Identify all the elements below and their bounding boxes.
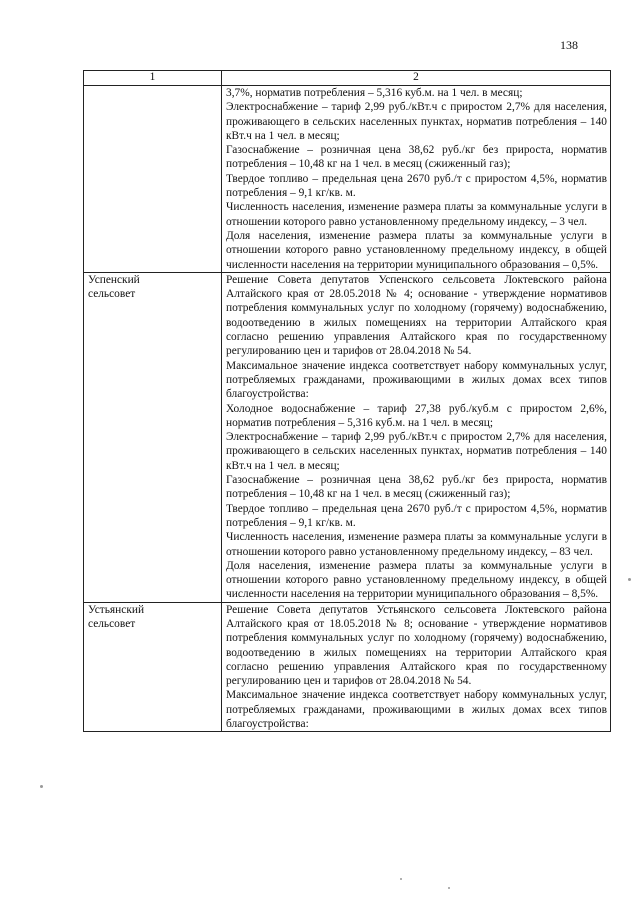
municipality-name-line: сельсовет [88,288,136,301]
column-header-2: 2 [222,71,611,86]
paragraph: Твердое топливо – предельная цена 2670 руб./т с приростом 4,5%, норматив потребления – 9,1 кг/кв. м. [226,502,607,529]
municipality-cell [84,86,222,273]
description-cell [222,272,611,602]
paragraph: Решение Совета депутатов Успенского сельсовета Локтевского района Алтайского края от 28.05.2018 № 4; основание - утверждение нормативов потребления коммунальных услуг по холодному (горячему) водоснабжению, водоотведению в жилых помещениях на территории Алтайского края согласно решению управления Алтайского края по государственному регулированию цен и тарифов от 28.04.2018 № 54. [226,273,607,358]
scan-speck [40,785,43,788]
municipality-name-line: Устьянский [88,603,145,616]
paragraph: Газоснабжение – розничная цена 38,62 руб./кг без прироста, норматив потребления – 10,48 кг на 1 чел. в месяц (сжиженный газ); [226,144,607,171]
paragraph: Газоснабжение – розничная цена 38,62 руб./кг без прироста, норматив потребления – 10,48 кг на 1 чел. в месяц (сжиженный газ); [226,474,607,501]
table-row [84,272,611,602]
paragraph: Численность населения, изменение размера платы за коммунальные услуги в отношении которого равно установленному предельному индексу, – 3 чел. [226,201,607,228]
description-cell [222,86,611,273]
municipality-name-line: Успенский [88,273,140,286]
municipality-cell [84,602,222,732]
table-row [84,86,611,273]
paragraph: Холодное водоснабжение – тариф 27,38 руб./куб.м с приростом 2,6%, норматив потребления – 5,316 куб.м. на 1 чел. в месяц; [226,402,607,429]
description-cell [222,602,611,732]
paragraph: Максимальное значение индекса соответствует набору коммунальных услуг, потребляемых гражданами, проживающими в жилых домах всех типов благоустройства: [226,359,607,401]
tariff-table [83,70,611,732]
paragraph: Численность населения, изменение размера платы за коммунальные услуги в отношении которого равно установленному предельному индексу, – 83 чел. [226,531,607,558]
column-header-1: 1 [84,71,222,86]
scan-speck [448,887,450,889]
scan-speck [400,878,402,880]
table-row [84,602,611,732]
paragraph: Решение Совета депутатов Устьянского сельсовета Локтевского района Алтайского края от 18.05.2018 № 8; основание - утверждение нормативов потребления коммунальных услуг по холодному (горячему) водоснабжению, водоотведению в жилых помещениях на территории Алтайского края согласно решению управления Алтайского края по государственному регулированию цен и тарифов от 28.04.2018 № 54. [226,603,607,688]
municipality-name-line: сельсовет [88,617,136,630]
paragraph: Доля населения, изменение размера платы за коммунальные услуги в отношении которого равно установленному предельному индексу, в общей численности населения на территории муниципального образования – 8,5%. [226,559,607,601]
table-header-row [84,71,611,86]
paragraph: Максимальное значение индекса соответствует набору коммунальных услуг, потребляемых гражданами, проживающими в жилых домах всех типов благоустройства: [226,689,607,731]
scan-speck [628,578,631,581]
page-number: 138 [560,38,578,52]
paragraph: Электроснабжение – тариф 2,99 руб./кВт.ч с приростом 2,7% для населения, проживающего в сельских населенных пунктах, норматив потребления – 140 кВт.ч на 1 чел. в месяц; [226,431,607,472]
paragraph: 3,7%, норматив потребления – 5,316 куб.м. на 1 чел. в месяц; [226,87,523,99]
paragraph: Твердое топливо – предельная цена 2670 руб./т с приростом 4,5%, норматив потребления – 9,1 кг/кв. м. [226,172,607,200]
paragraph: Доля населения, изменение размера платы за коммунальные услуги в отношении которого равно установленному предельному индексу, в общей численности населения на территории муниципального образования – 0,5%. [226,229,607,271]
paragraph: Электроснабжение – тариф 2,99 руб./кВт.ч с приростом 2,7% для населения, проживающего в сельских населенных пунктах, норматив потребления – 140 кВт.ч на 1 чел. в месяц; [226,101,607,142]
municipality-cell [84,272,222,602]
